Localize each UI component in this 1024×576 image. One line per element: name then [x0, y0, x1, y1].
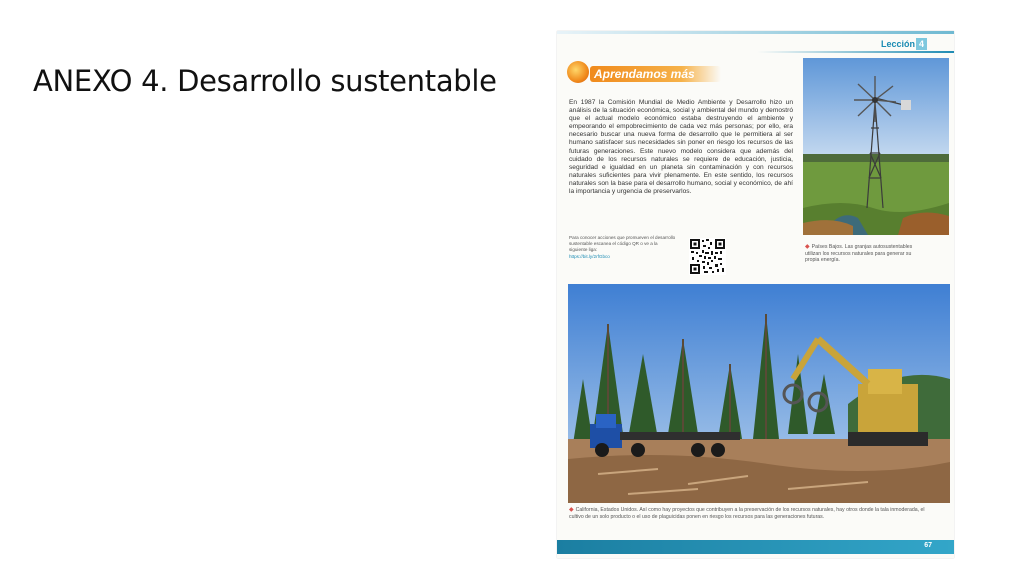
qr-code-icon	[689, 238, 726, 275]
sun-icon	[567, 61, 589, 83]
page-footer-bar	[557, 540, 954, 554]
windmill-caption-text: Países Bajos. Las granjas autosustentables utilizan los recursos naturales para generar su propia energía.	[805, 244, 913, 264]
lesson-number: 4	[916, 38, 927, 50]
windmill-caption	[805, 244, 915, 264]
qr-note-link: https://bit.ly/2rfGbco	[569, 253, 610, 259]
lesson-header-line	[757, 51, 954, 53]
qr-note	[569, 235, 677, 260]
lesson-label: Lección	[880, 39, 915, 49]
windmill-photo	[803, 58, 949, 235]
body-paragraph: En 1987 la Comisión Mundial de Medio Ambiente y Desarrollo hizo un análisis de la situación económica, social y ambiental del mundo y demostró que el actual modelo económico estaba destruyendo el ambiente y empeorando el empobrecimiento de cada vez más personas; por ello, era necesario buscar una nueva forma de desarrollo que le permitiera al ser humano satisfacer sus necesidades sin poner en riesgo los recursos de las futuras generaciones. Este nuevo modelo considera que además del cuidado de los recursos naturales se requiere de educación, justicia, seguridad e igualdad en un planeta sin contaminación y con recursos naturales suficientes para vivir plenamente. En este sentido, los recursos naturales son la base para el desarrollo humano, social y económico, de ahí la importancia y urgencia de preservarlos.	[569, 99, 793, 196]
qr-note-text: Para conocer acciones que promueven el desarrollo sustentable escanea el código QR o ve a la siguiente liga:	[569, 235, 676, 253]
bullet-diamond-icon: ◆	[805, 244, 810, 250]
textbook-page	[557, 31, 954, 558]
logging-caption-text: California, Estados Unidos. Así como hay proyectos que contribuyen a la preservación de los recursos naturales, hay otros donde la tala inmoderada, el cultivo de un solo producto o el uso de plaguicidas ponen en riesgo los recursos para las generaciones futuras.	[569, 507, 925, 520]
page-number: 67	[924, 542, 932, 549]
page-top-band	[557, 31, 954, 34]
section-title: Aprendamos más	[590, 66, 721, 82]
slide-title: ANEXO 4. Desarrollo sustentable	[33, 64, 497, 98]
logging-photo	[568, 284, 950, 503]
logging-caption	[569, 507, 939, 521]
bullet-diamond-icon: ◆	[569, 507, 574, 513]
